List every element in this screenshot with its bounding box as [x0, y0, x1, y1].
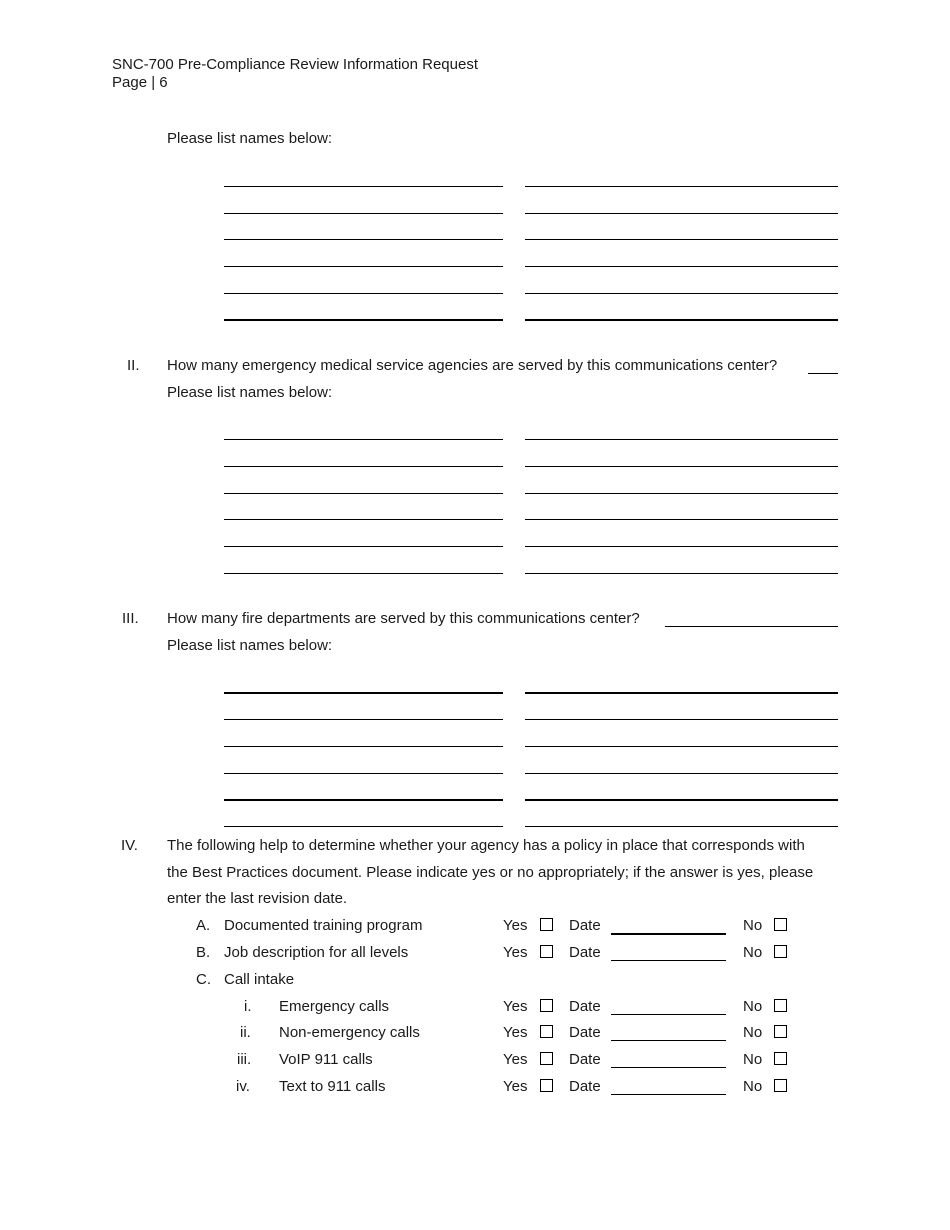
date-label: Date — [569, 1024, 601, 1041]
no-checkbox[interactable] — [774, 1025, 787, 1038]
name-line[interactable] — [525, 319, 838, 321]
name-line[interactable] — [525, 692, 838, 694]
yes-label: Yes — [503, 944, 528, 961]
name-line[interactable] — [525, 439, 838, 440]
date-label: Date — [569, 944, 601, 961]
yes-label: Yes — [503, 1078, 528, 1095]
name-line[interactable] — [224, 573, 503, 574]
yes-label: Yes — [503, 1024, 528, 1041]
name-line[interactable] — [224, 213, 503, 214]
date-label: Date — [569, 998, 601, 1015]
yes-label: Yes — [503, 998, 528, 1015]
name-line[interactable] — [224, 493, 503, 494]
ems-count-field[interactable] — [808, 373, 838, 374]
date-field[interactable] — [611, 1040, 726, 1041]
name-line[interactable] — [224, 826, 503, 827]
no-checkbox[interactable] — [774, 918, 787, 931]
no-label: No — [743, 1078, 763, 1095]
no-label: No — [743, 917, 763, 934]
call-intake-heading: Call intake — [224, 971, 295, 988]
date-field[interactable] — [611, 1094, 726, 1095]
name-line[interactable] — [224, 186, 503, 187]
yes-checkbox[interactable] — [540, 1052, 553, 1065]
item-label: VoIP 911 calls — [279, 1051, 373, 1068]
item-marker: i. — [244, 998, 252, 1015]
name-line[interactable] — [525, 746, 838, 747]
date-field[interactable] — [611, 1014, 726, 1015]
item-label: Non-emergency calls — [279, 1024, 420, 1041]
item-label: Emergency calls — [279, 998, 390, 1015]
section-ii-question: How many emergency medical service agencies are served by this communications center? — [167, 357, 778, 374]
name-line[interactable] — [525, 573, 838, 574]
page-number: Page | 6 — [112, 74, 168, 91]
date-label: Date — [569, 1051, 601, 1068]
date-field[interactable] — [611, 1067, 726, 1068]
date-field[interactable] — [611, 933, 726, 935]
item-marker: B. — [196, 944, 211, 961]
item-label: Job description for all levels — [224, 944, 409, 961]
no-label: No — [743, 1051, 763, 1068]
item-marker: iv. — [236, 1078, 250, 1095]
name-line[interactable] — [525, 293, 838, 294]
name-line[interactable] — [224, 439, 503, 440]
name-line[interactable] — [224, 266, 503, 267]
name-line[interactable] — [525, 799, 838, 801]
name-line[interactable] — [224, 719, 503, 720]
section-ii-numeral: II. — [127, 357, 140, 374]
name-line[interactable] — [525, 213, 838, 214]
yes-checkbox[interactable] — [540, 999, 553, 1012]
no-label: No — [743, 944, 763, 961]
yes-label: Yes — [503, 1051, 528, 1068]
name-line[interactable] — [525, 546, 838, 547]
name-line[interactable] — [224, 692, 503, 694]
item-marker: ii. — [240, 1024, 251, 1041]
item-label: Documented training program — [224, 917, 423, 934]
name-line[interactable] — [224, 293, 503, 294]
item-label: Text to 911 calls — [279, 1078, 386, 1095]
yes-label: Yes — [503, 917, 528, 934]
yes-checkbox[interactable] — [540, 945, 553, 958]
date-label: Date — [569, 1078, 601, 1095]
section-iv-intro-line: the Best Practices document. Please indicate yes or no appropriately; if the answer is yes, please — [167, 864, 814, 881]
name-line[interactable] — [525, 239, 838, 240]
yes-checkbox[interactable] — [540, 1025, 553, 1038]
no-label: No — [743, 1024, 763, 1041]
section-iii-list-prompt: Please list names below: — [167, 637, 333, 654]
yes-checkbox[interactable] — [540, 1079, 553, 1092]
name-line[interactable] — [224, 773, 503, 774]
item-marker: C. — [196, 971, 211, 988]
no-checkbox[interactable] — [774, 1079, 787, 1092]
name-line[interactable] — [525, 519, 838, 520]
name-line[interactable] — [525, 186, 838, 187]
section-iii-question: How many fire departments are served by this communications center? — [167, 610, 640, 627]
name-line[interactable] — [525, 493, 838, 494]
section-iv-intro-line: The following help to determine whether your agency has a policy in place that corresponds with — [167, 837, 805, 854]
section-ii-list-prompt: Please list names below: — [167, 384, 333, 401]
no-checkbox[interactable] — [774, 1052, 787, 1065]
name-line[interactable] — [224, 319, 503, 321]
name-line[interactable] — [525, 826, 838, 827]
name-line[interactable] — [525, 266, 838, 267]
date-field[interactable] — [611, 960, 726, 961]
name-line[interactable] — [525, 719, 838, 720]
section-i-list-prompt: Please list names below: — [167, 130, 333, 147]
date-label: Date — [569, 917, 601, 934]
name-line[interactable] — [525, 466, 838, 467]
name-line[interactable] — [224, 546, 503, 547]
name-line[interactable] — [224, 746, 503, 747]
document-title: SNC-700 Pre-Compliance Review Information Request — [112, 56, 478, 73]
fire-dept-count-field[interactable] — [665, 626, 838, 627]
no-label: No — [743, 998, 763, 1015]
item-marker: iii. — [237, 1051, 252, 1068]
section-iii-numeral: III. — [122, 610, 139, 627]
name-line[interactable] — [224, 239, 503, 240]
section-iv-intro-line: enter the last revision date. — [167, 890, 348, 907]
no-checkbox[interactable] — [774, 999, 787, 1012]
section-iv-numeral: IV. — [121, 837, 138, 854]
yes-checkbox[interactable] — [540, 918, 553, 931]
name-line[interactable] — [224, 519, 503, 520]
name-line[interactable] — [224, 466, 503, 467]
no-checkbox[interactable] — [774, 945, 787, 958]
name-line[interactable] — [525, 773, 838, 774]
item-marker: A. — [196, 917, 211, 934]
name-line[interactable] — [224, 799, 503, 801]
